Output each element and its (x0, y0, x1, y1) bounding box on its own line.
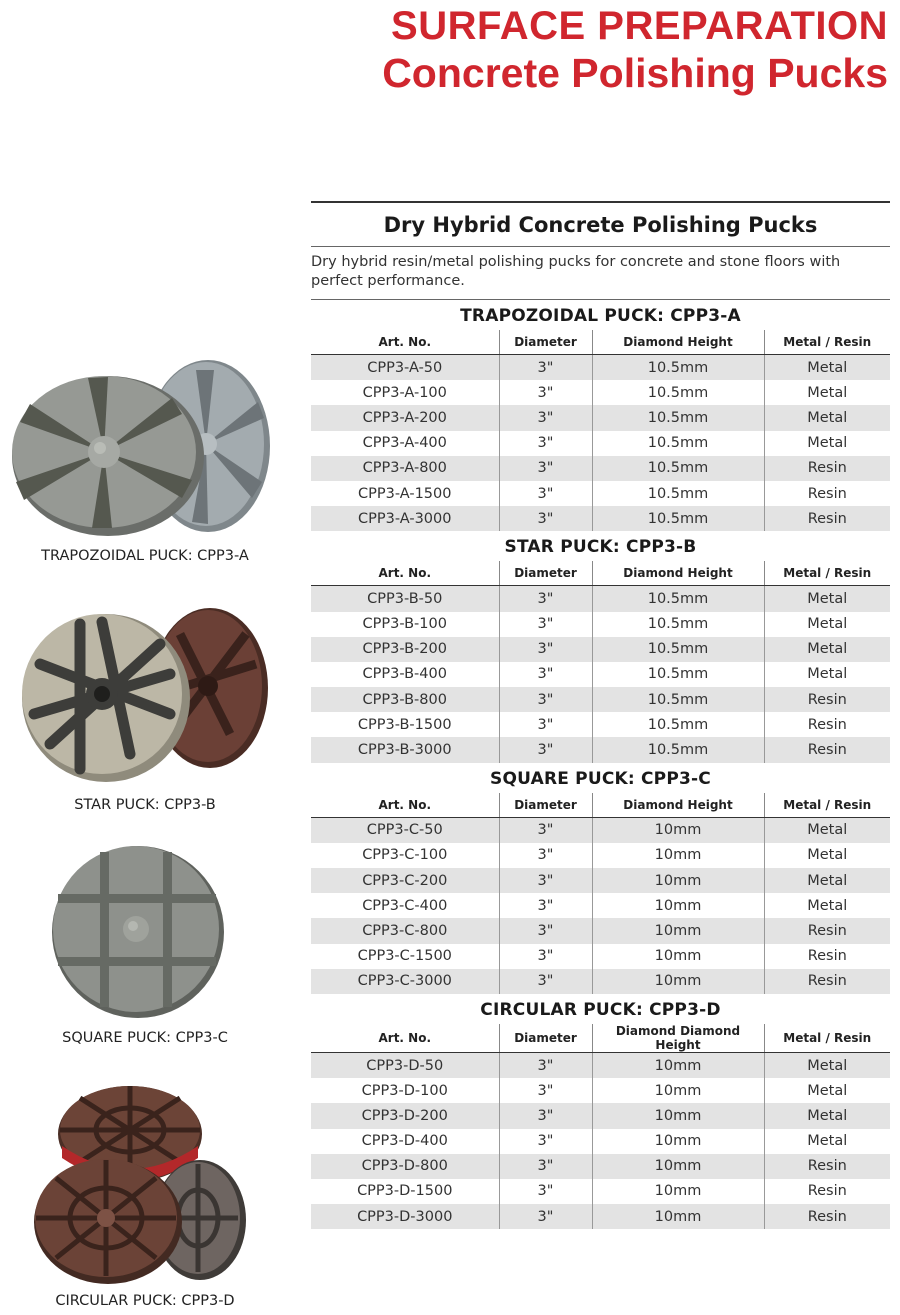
table-cell: Metal (764, 1103, 890, 1128)
puck-table-title: STAR PUCK: CPP3-B (504, 537, 697, 558)
puck-table-title: TRAPOZOIDAL PUCK: CPP3-A (460, 306, 741, 326)
table-cell: Resin (764, 481, 890, 506)
table-cell: 3" (499, 1179, 592, 1204)
column-header: Diamond Diamond Height (592, 1024, 764, 1053)
table-cell: 10mm (592, 1129, 764, 1154)
table-cell: 3" (499, 456, 592, 481)
table-cell: CPP3-A-1500 (311, 481, 499, 506)
table-cell: 10.5mm (592, 456, 764, 481)
table-row (311, 712, 890, 737)
table-cell: Metal (764, 637, 890, 662)
square-puck-caption: SQUARE PUCK: CPP3-C (62, 1030, 228, 1046)
table-row (311, 969, 890, 994)
spec-table (311, 561, 890, 762)
spec-table (311, 1024, 890, 1229)
table-cell: Metal (764, 586, 890, 612)
column-header: Diameter (499, 561, 592, 586)
table-cell: CPP3-A-100 (311, 380, 499, 405)
table-cell: 10mm (592, 1204, 764, 1229)
table-cell: CPP3-B-200 (311, 637, 499, 662)
table-row (311, 1154, 890, 1179)
table-header-row (311, 1024, 890, 1053)
table-cell: 10mm (592, 1179, 764, 1204)
table-row (311, 1129, 890, 1154)
table-cell: 3" (499, 1129, 592, 1154)
table-cell: CPP3-C-1500 (311, 944, 499, 969)
spec-table (311, 793, 890, 994)
table-row (311, 586, 890, 612)
table-cell: Resin (764, 944, 890, 969)
table-cell: Resin (764, 712, 890, 737)
table-cell: Resin (764, 506, 890, 531)
table-cell: 3" (499, 893, 592, 918)
table-row (311, 405, 890, 430)
table-cell: 10.5mm (592, 687, 764, 712)
table-row (311, 637, 890, 662)
table-cell: 10.5mm (592, 405, 764, 430)
table-cell: Metal (764, 843, 890, 868)
table-row (311, 1103, 890, 1128)
table-cell: Metal (764, 380, 890, 405)
trapozoidal-puck-photo (8, 352, 298, 538)
puck-table-title: SQUARE PUCK: CPP3-C (490, 768, 711, 789)
table-cell: Metal (764, 1129, 890, 1154)
table-cell: CPP3-A-200 (311, 405, 499, 430)
table-cell: CPP3-D-50 (311, 1052, 499, 1078)
table-cell: 3" (499, 944, 592, 969)
table-cell: Resin (764, 1154, 890, 1179)
table-row (311, 355, 890, 381)
table-cell: 3" (499, 969, 592, 994)
spec-table (311, 330, 890, 531)
table-cell: 3" (499, 405, 592, 430)
table-cell: 10mm (592, 893, 764, 918)
column-header: Art. No. (311, 330, 499, 355)
column-header: Diameter (499, 1024, 592, 1053)
table-cell: CPP3-D-100 (311, 1078, 499, 1103)
table-cell: CPP3-A-50 (311, 355, 499, 381)
table-row (311, 662, 890, 687)
table-cell: 10mm (592, 1052, 764, 1078)
column-header: Art. No. (311, 793, 499, 818)
table-cell: 3" (499, 817, 592, 843)
table-cell: CPP3-D-200 (311, 1103, 499, 1128)
table-cell: Metal (764, 662, 890, 687)
spec-panel (311, 201, 890, 1229)
table-cell: Metal (764, 893, 890, 918)
table-cell: Metal (764, 1078, 890, 1103)
table-cell: Resin (764, 1179, 890, 1204)
table-row (311, 1179, 890, 1204)
table-cell: 10mm (592, 1103, 764, 1128)
table-cell: Metal (764, 612, 890, 637)
table-cell: CPP3-C-400 (311, 893, 499, 918)
table-cell: Metal (764, 431, 890, 456)
column-header: Art. No. (311, 561, 499, 586)
table-cell: 10mm (592, 843, 764, 868)
table-row (311, 1052, 890, 1078)
table-cell: Metal (764, 817, 890, 843)
table-row (311, 893, 890, 918)
page-title-line2: Concrete Polishing Pucks (382, 50, 888, 96)
table-row (311, 1078, 890, 1103)
table-cell: 3" (499, 1103, 592, 1128)
table-cell: 3" (499, 843, 592, 868)
table-header-row (311, 330, 890, 355)
table-cell: 10.5mm (592, 662, 764, 687)
table-cell: 3" (499, 918, 592, 943)
table-cell: 3" (499, 1154, 592, 1179)
table-cell: 10mm (592, 1154, 764, 1179)
table-row (311, 687, 890, 712)
table-cell: CPP3-C-800 (311, 918, 499, 943)
column-header: Diamond Height (592, 561, 764, 586)
table-cell: CPP3-A-800 (311, 456, 499, 481)
section-description: Dry hybrid resin/metal polishing pucks for concrete and stone floors with perfect performance. (311, 254, 841, 289)
table-cell: 3" (499, 431, 592, 456)
table-cell: CPP3-B-800 (311, 687, 499, 712)
table-cell: 3" (499, 506, 592, 531)
table-cell: Resin (764, 918, 890, 943)
table-row (311, 1204, 890, 1229)
table-cell: 3" (499, 586, 592, 612)
table-cell: CPP3-D-3000 (311, 1204, 499, 1229)
table-cell: 10mm (592, 918, 764, 943)
table-cell: 10mm (592, 944, 764, 969)
table-cell: 10.5mm (592, 431, 764, 456)
table-cell: 10.5mm (592, 506, 764, 531)
star-puck-caption: STAR PUCK: CPP3-B (74, 797, 216, 813)
table-cell: CPP3-B-3000 (311, 737, 499, 762)
table-cell: Metal (764, 355, 890, 381)
table-header-row (311, 793, 890, 818)
table-cell: 10mm (592, 969, 764, 994)
table-row (311, 481, 890, 506)
table-cell: CPP3-D-400 (311, 1129, 499, 1154)
table-cell: Resin (764, 456, 890, 481)
table-cell: Metal (764, 1052, 890, 1078)
table-cell: 10mm (592, 817, 764, 843)
table-cell: 10.5mm (592, 380, 764, 405)
table-cell: Resin (764, 687, 890, 712)
puck-table-title: CIRCULAR PUCK: CPP3-D (480, 999, 721, 1020)
table-cell: CPP3-D-1500 (311, 1179, 499, 1204)
column-header: Metal / Resin (764, 561, 890, 586)
table-cell: 10.5mm (592, 637, 764, 662)
table-cell: CPP3-D-800 (311, 1154, 499, 1179)
table-cell: CPP3-C-200 (311, 868, 499, 893)
circular-puck-photo (30, 1082, 250, 1288)
table-row (311, 380, 890, 405)
table-cell: Metal (764, 405, 890, 430)
table-cell: 10mm (592, 868, 764, 893)
spec-tables (311, 300, 890, 1229)
table-cell: Resin (764, 737, 890, 762)
table-cell: CPP3-B-1500 (311, 712, 499, 737)
table-cell: 3" (499, 355, 592, 381)
table-cell: 10.5mm (592, 481, 764, 506)
table-cell: 3" (499, 868, 592, 893)
table-row (311, 944, 890, 969)
column-header: Metal / Resin (764, 793, 890, 818)
table-row (311, 868, 890, 893)
table-cell: 3" (499, 1204, 592, 1229)
column-header: Diamond Height (592, 330, 764, 355)
table-row (311, 456, 890, 481)
table-cell: 3" (499, 380, 592, 405)
table-cell: 10.5mm (592, 612, 764, 637)
table-cell: 3" (499, 637, 592, 662)
table-row (311, 843, 890, 868)
table-cell: 3" (499, 1052, 592, 1078)
table-cell: CPP3-B-400 (311, 662, 499, 687)
table-cell: CPP3-A-3000 (311, 506, 499, 531)
table-cell: 3" (499, 712, 592, 737)
star-puck-photo (20, 604, 270, 784)
table-cell: CPP3-C-3000 (311, 969, 499, 994)
circular-puck-caption: CIRCULAR PUCK: CPP3-D (55, 1293, 235, 1309)
table-cell: Resin (764, 1204, 890, 1229)
column-header: Metal / Resin (764, 330, 890, 355)
table-cell: 10.5mm (592, 712, 764, 737)
table-header-row (311, 561, 890, 586)
table-cell: CPP3-C-50 (311, 817, 499, 843)
table-cell: 3" (499, 737, 592, 762)
column-header: Diameter (499, 330, 592, 355)
column-header: Metal / Resin (764, 1024, 890, 1053)
table-cell: 10.5mm (592, 586, 764, 612)
column-header: Diameter (499, 793, 592, 818)
table-cell: Resin (764, 969, 890, 994)
table-row (311, 817, 890, 843)
table-cell: 10.5mm (592, 737, 764, 762)
table-cell: 10mm (592, 1078, 764, 1103)
column-header: Diamond Height (592, 793, 764, 818)
table-cell: 3" (499, 1078, 592, 1103)
table-row (311, 918, 890, 943)
column-header: Art. No. (311, 1024, 499, 1053)
page-title-line1: SURFACE PREPARATION (391, 4, 888, 48)
table-cell: CPP3-C-100 (311, 843, 499, 868)
table-row (311, 431, 890, 456)
square-puck-photo (48, 840, 228, 1020)
table-cell: 3" (499, 662, 592, 687)
table-cell: 10.5mm (592, 355, 764, 381)
table-row (311, 737, 890, 762)
table-cell: CPP3-B-50 (311, 586, 499, 612)
table-cell: 3" (499, 687, 592, 712)
section-heading: Dry Hybrid Concrete Polishing Pucks (383, 213, 818, 237)
table-cell: Metal (764, 868, 890, 893)
table-row (311, 506, 890, 531)
table-cell: CPP3-B-100 (311, 612, 499, 637)
table-cell: CPP3-A-400 (311, 431, 499, 456)
trapozoidal-puck-caption: TRAPOZOIDAL PUCK: CPP3-A (41, 548, 249, 564)
table-row (311, 612, 890, 637)
table-cell: 3" (499, 612, 592, 637)
table-cell: 3" (499, 481, 592, 506)
